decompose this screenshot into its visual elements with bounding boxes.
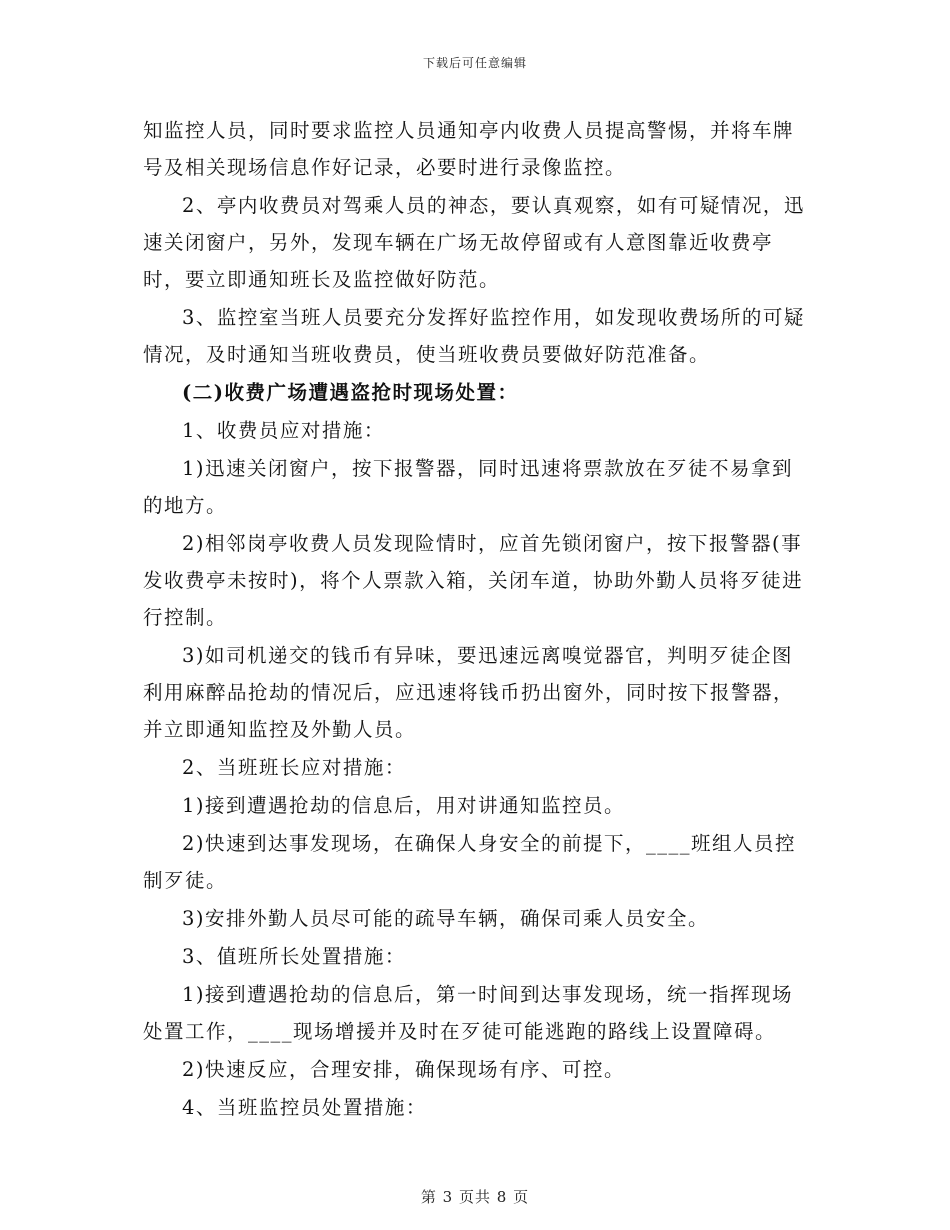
list-item: 1)接到遭遇抢劫的信息后，第一时间到达事发现场，统一指挥现场处置工作，____现场增援并及时在歹徒可能逃跑的路线上设置障碍。 <box>143 983 794 1043</box>
paragraph-item-2: 2、亭内收费员对驾乘人员的神态，要认真观察，如有可疑情况，迅速关闭窗户，另外，发现车辆在广场无故停留或有人意图靠近收费亭时，要立即通知班长及监控做好防范。 <box>143 194 805 291</box>
subheading-shift-leader: 2、当班班长应对措施： <box>182 756 406 779</box>
paragraph-continuation: 知监控人员，同时要求监控人员通知亭内收费人员提高警惕，并将车牌号及相关现场信息作好记录，必要时进行录像监控。 <box>143 119 795 179</box>
list-item: 3)安排外勤人员尽可能的疏导车辆，确保司乘人员安全。 <box>182 907 710 930</box>
list-item: 2)快速反应，合理安排，确保现场有序、可控。 <box>182 1058 626 1081</box>
paragraph-item-3: 3、监控室当班人员要充分发挥好监控作用，如发现收费场所的可疑情况，及时通知当班收费员，使当班收费员要做好防范准备。 <box>143 306 805 366</box>
page-header: 下载后可任意编辑 <box>422 56 527 70</box>
page-footer: 第 3 页共 8 页 <box>420 1188 530 1206</box>
list-item: 3)如司机递交的钱币有异味，要迅速远离嗅觉器官，判明歹徒企图利用麻醉品抢劫的情况后，应迅速将钱币扔出窗外，同时按下报警器，并立即通知监控及外勤人员。 <box>143 644 795 741</box>
list-item: 2)快速到达事发现场，在确保人身安全的前提下，____班组人员控制歹徒。 <box>143 832 797 892</box>
list-item: 2)相邻岗亭收费人员发现险情时，应首先锁闭窗户，按下报警器(事发收费亭未按时)，将个人票款入箱，关闭车道，协助外勤人员将歹徒进行控制。 <box>143 532 804 629</box>
subheading-station-chief: 3、值班所长处置措施： <box>182 945 406 968</box>
document-body <box>143 112 808 1127</box>
list-item: 1)迅速关闭窗户，按下报警器，同时迅速将票款放在歹徒不易拿到的地方。 <box>143 457 794 517</box>
list-item: 1)接到遭遇抢劫的信息后，用对讲通知监控员。 <box>182 794 626 817</box>
section-heading: (二)收费广场遭遇盗抢时现场处置： <box>182 381 519 404</box>
subheading-toll-collector: 1、收费员应对措施： <box>182 419 385 442</box>
subheading-monitor: 4、当班监控员处置措施： <box>182 1096 427 1119</box>
